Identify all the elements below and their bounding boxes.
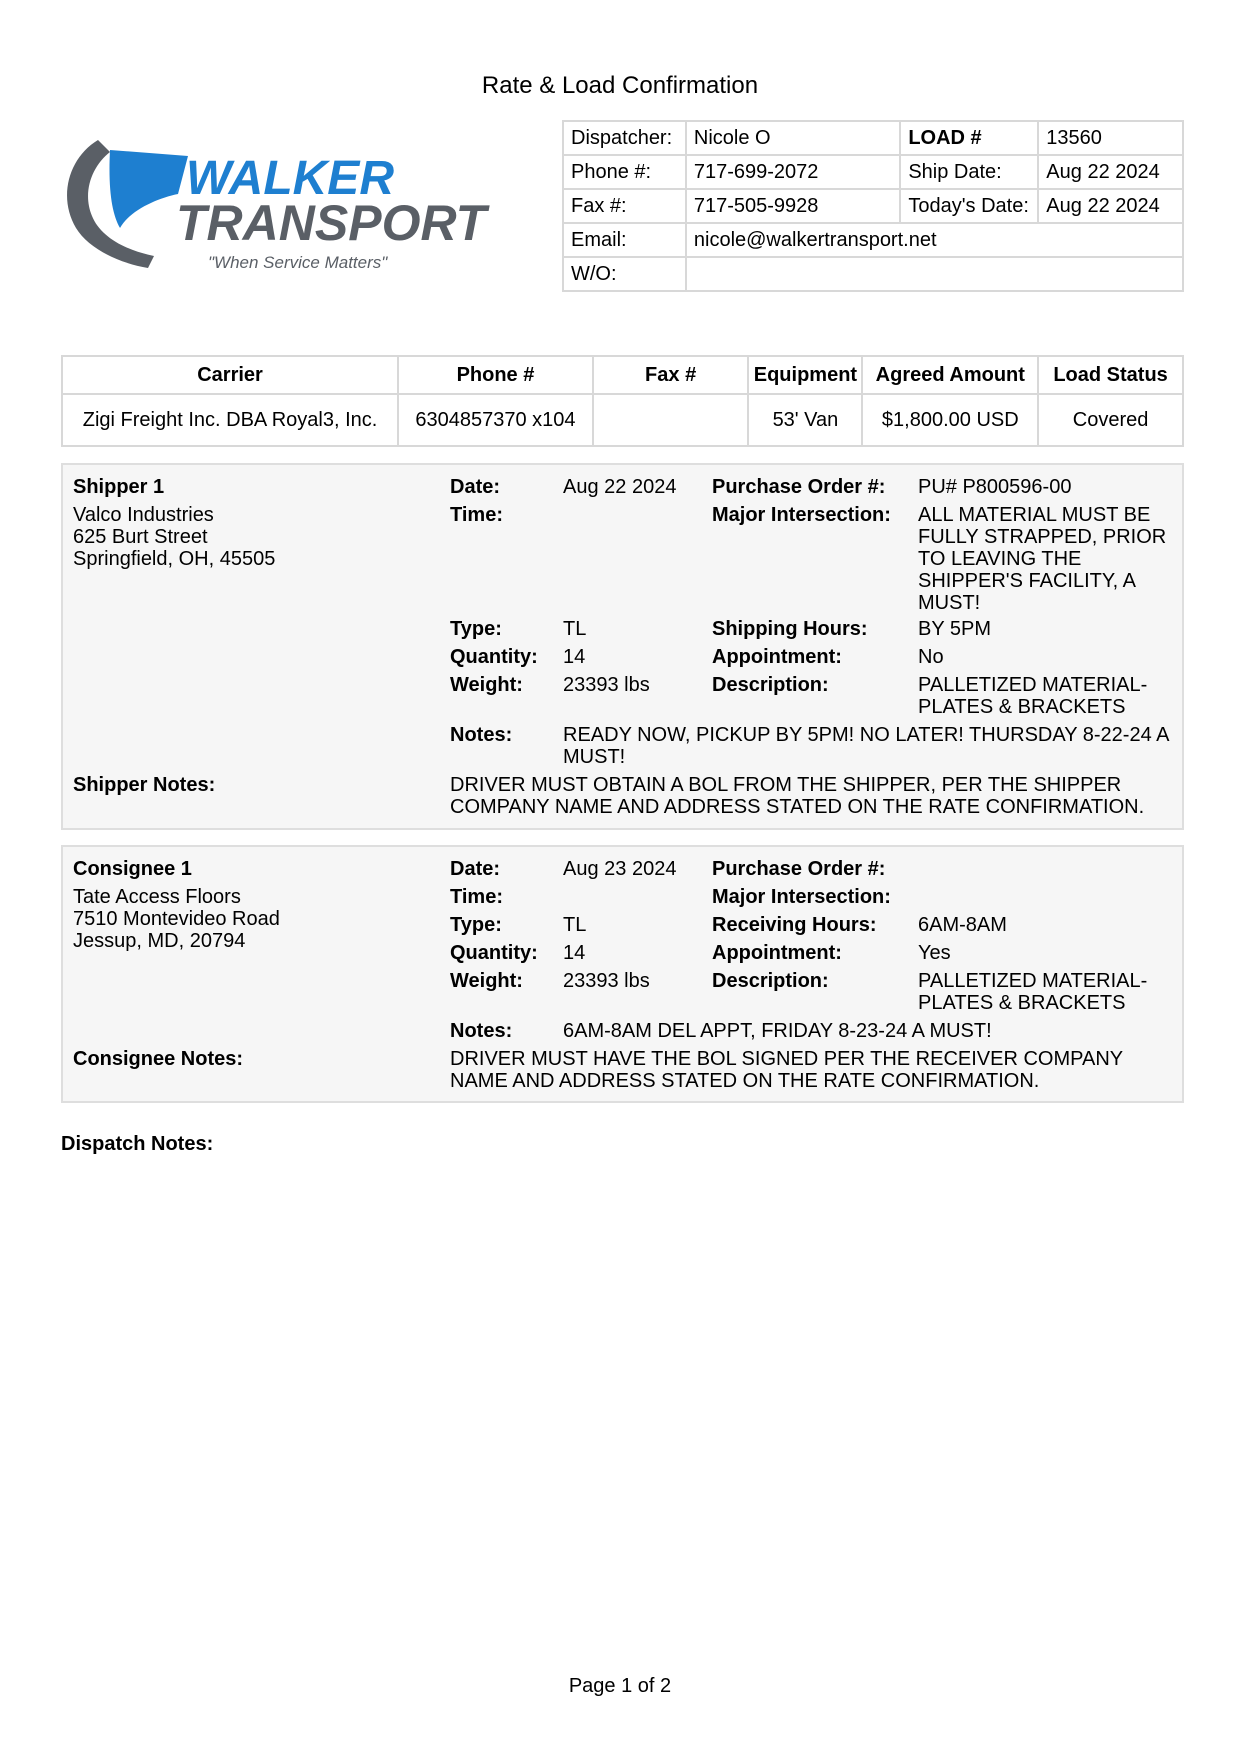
load-status-header: Load Status: [1038, 356, 1183, 394]
wo-label: W/O:: [563, 257, 686, 291]
consignee-weight-label: Weight:: [450, 970, 523, 992]
consignee-hours: 6AM-8AM: [918, 914, 1007, 936]
consignee-po-label: Purchase Order #:: [712, 858, 886, 880]
consignee-hours-label: Receiving Hours:: [712, 914, 877, 936]
consignee-city: Jessup, MD, 20794: [73, 930, 246, 952]
fax-label: Fax #:: [563, 189, 686, 223]
consignee-appointment-label: Appointment:: [712, 942, 842, 964]
consignee-type-label: Type:: [450, 914, 502, 936]
today-label: Today's Date:: [900, 189, 1038, 223]
shipper-weight-label: Weight:: [450, 674, 523, 696]
phone-value: 717-699-2072: [686, 155, 900, 189]
shipper-date-label: Date:: [450, 476, 501, 498]
consignee-extra-notes: DRIVER MUST HAVE THE BOL SIGNED PER THE RECEIVER COMPANY NAME AND ADDRESS STATED ON THE RATE CONFIRMATION.: [450, 1048, 1123, 1092]
consignee-street: 7510 Montevideo Road: [73, 908, 280, 930]
consignee-section: [61, 845, 1184, 1103]
carrier-name: Zigi Freight Inc. DBA Royal3, Inc.: [62, 394, 398, 446]
dispatcher-value: Nicole O: [686, 121, 900, 155]
agreed-amount-header: Agreed Amount: [862, 356, 1038, 394]
carrier-fax: [593, 394, 749, 446]
shipper-date: Aug 22 2024: [563, 476, 677, 498]
fax-value: 717-505-9928: [686, 189, 900, 223]
consignee-extra-notes-label: Consignee Notes:: [73, 1048, 244, 1070]
page-number: Page 1 of 2: [568, 1675, 672, 1697]
dispatch-notes-label: Dispatch Notes:: [61, 1133, 214, 1155]
carrier-table: [61, 355, 1184, 447]
load-label: LOAD #: [900, 121, 1038, 155]
consignee-intersection-label: Major Intersection:: [712, 886, 891, 908]
carrier-load-status: Covered: [1038, 394, 1183, 446]
carrier-header: Carrier: [62, 356, 398, 394]
shipper-type: TL: [563, 618, 587, 640]
ship-date-label: Ship Date:: [900, 155, 1038, 189]
shipper-type-label: Type:: [450, 618, 502, 640]
carrier-equipment: 53' Van: [748, 394, 862, 446]
consignee-quantity: 14: [563, 942, 586, 964]
phone-header: Phone #: [398, 356, 593, 394]
consignee-notes-label: Notes:: [450, 1020, 513, 1042]
shipper-section: [61, 463, 1184, 830]
shipper-extra-notes-label: Shipper Notes:: [73, 774, 216, 796]
shipper-city: Springfield, OH, 45505: [73, 548, 276, 570]
phone-label: Phone #:: [563, 155, 686, 189]
consignee-name: Tate Access Floors: [73, 886, 241, 908]
shipper-weight: 23393 lbs: [563, 674, 650, 696]
shipper-appointment: No: [918, 646, 944, 668]
walker-transport-logo: [58, 128, 487, 278]
consignee-weight: 23393 lbs: [563, 970, 650, 992]
consignee-appointment: Yes: [918, 942, 951, 964]
shipper-hours-label: Shipping Hours:: [712, 618, 868, 640]
ship-date-value: Aug 22 2024: [1038, 155, 1183, 189]
shipper-quantity-label: Quantity:: [450, 646, 538, 668]
consignee-description: PALLETIZED MATERIAL-PLATES & BRACKETS: [918, 970, 1148, 1014]
shipper-intersection: ALL MATERIAL MUST BE FULLY STRAPPED, PRIOR TO LEAVING THE SHIPPER'S FACILITY, A MUST!: [918, 504, 1167, 614]
logo-line1: WALKER: [186, 152, 394, 205]
logo-tagline: "When Service Matters": [208, 253, 388, 272]
dispatch-info-table: [562, 120, 1184, 292]
shipper-quantity: 14: [563, 646, 586, 668]
shipper-appointment-label: Appointment:: [712, 646, 842, 668]
shipper-name: Valco Industries: [73, 504, 214, 526]
shipper-time-label: Time:: [450, 504, 503, 526]
consignee-date: Aug 23 2024: [563, 858, 677, 880]
shipper-hours: BY 5PM: [918, 618, 991, 640]
shipper-street: 625 Burt Street: [73, 526, 208, 548]
consignee-type: TL: [563, 914, 587, 936]
load-value: 13560: [1038, 121, 1183, 155]
carrier-phone: 6304857370 x104: [398, 394, 593, 446]
shipper-notes-label: Notes:: [450, 724, 513, 746]
consignee-time-label: Time:: [450, 886, 503, 908]
shipper-intersection-label: Major Intersection:: [712, 504, 891, 526]
carrier-agreed-amount: $1,800.00 USD: [862, 394, 1038, 446]
shipper-description: PALLETIZED MATERIAL-PLATES & BRACKETS: [918, 674, 1148, 718]
email-label: Email:: [563, 223, 686, 257]
shipper-po-label: Purchase Order #:: [712, 476, 886, 498]
shipper-notes: READY NOW, PICKUP BY 5PM! NO LATER! THURSDAY 8-22-24 A MUST!: [563, 724, 1169, 768]
shipper-po: PU# P800596-00: [918, 476, 1072, 498]
wo-value: [686, 257, 1183, 291]
consignee-date-label: Date:: [450, 858, 501, 880]
page-title: Rate & Load Confirmation: [481, 72, 759, 99]
email-value: nicole@walkertransport.net: [686, 223, 1183, 257]
consignee-notes: 6AM-8AM DEL APPT, FRIDAY 8-23-24 A MUST!: [563, 1020, 992, 1042]
shipper-heading: Shipper 1: [73, 476, 165, 498]
consignee-quantity-label: Quantity:: [450, 942, 538, 964]
table-row: [62, 394, 1183, 446]
dispatcher-label: Dispatcher:: [563, 121, 686, 155]
logo-line2: TRANSPORT: [176, 195, 487, 251]
shipper-extra-notes: DRIVER MUST OBTAIN A BOL FROM THE SHIPPER, PER THE SHIPPER COMPANY NAME AND ADDRESS STATED ON THE RATE CONFIRMATION.: [450, 774, 1145, 818]
equipment-header: Equipment: [748, 356, 862, 394]
consignee-heading: Consignee 1: [73, 858, 192, 880]
consignee-description-label: Description:: [712, 970, 829, 992]
fax-header: Fax #: [593, 356, 749, 394]
today-value: Aug 22 2024: [1038, 189, 1183, 223]
shipper-description-label: Description:: [712, 674, 829, 696]
